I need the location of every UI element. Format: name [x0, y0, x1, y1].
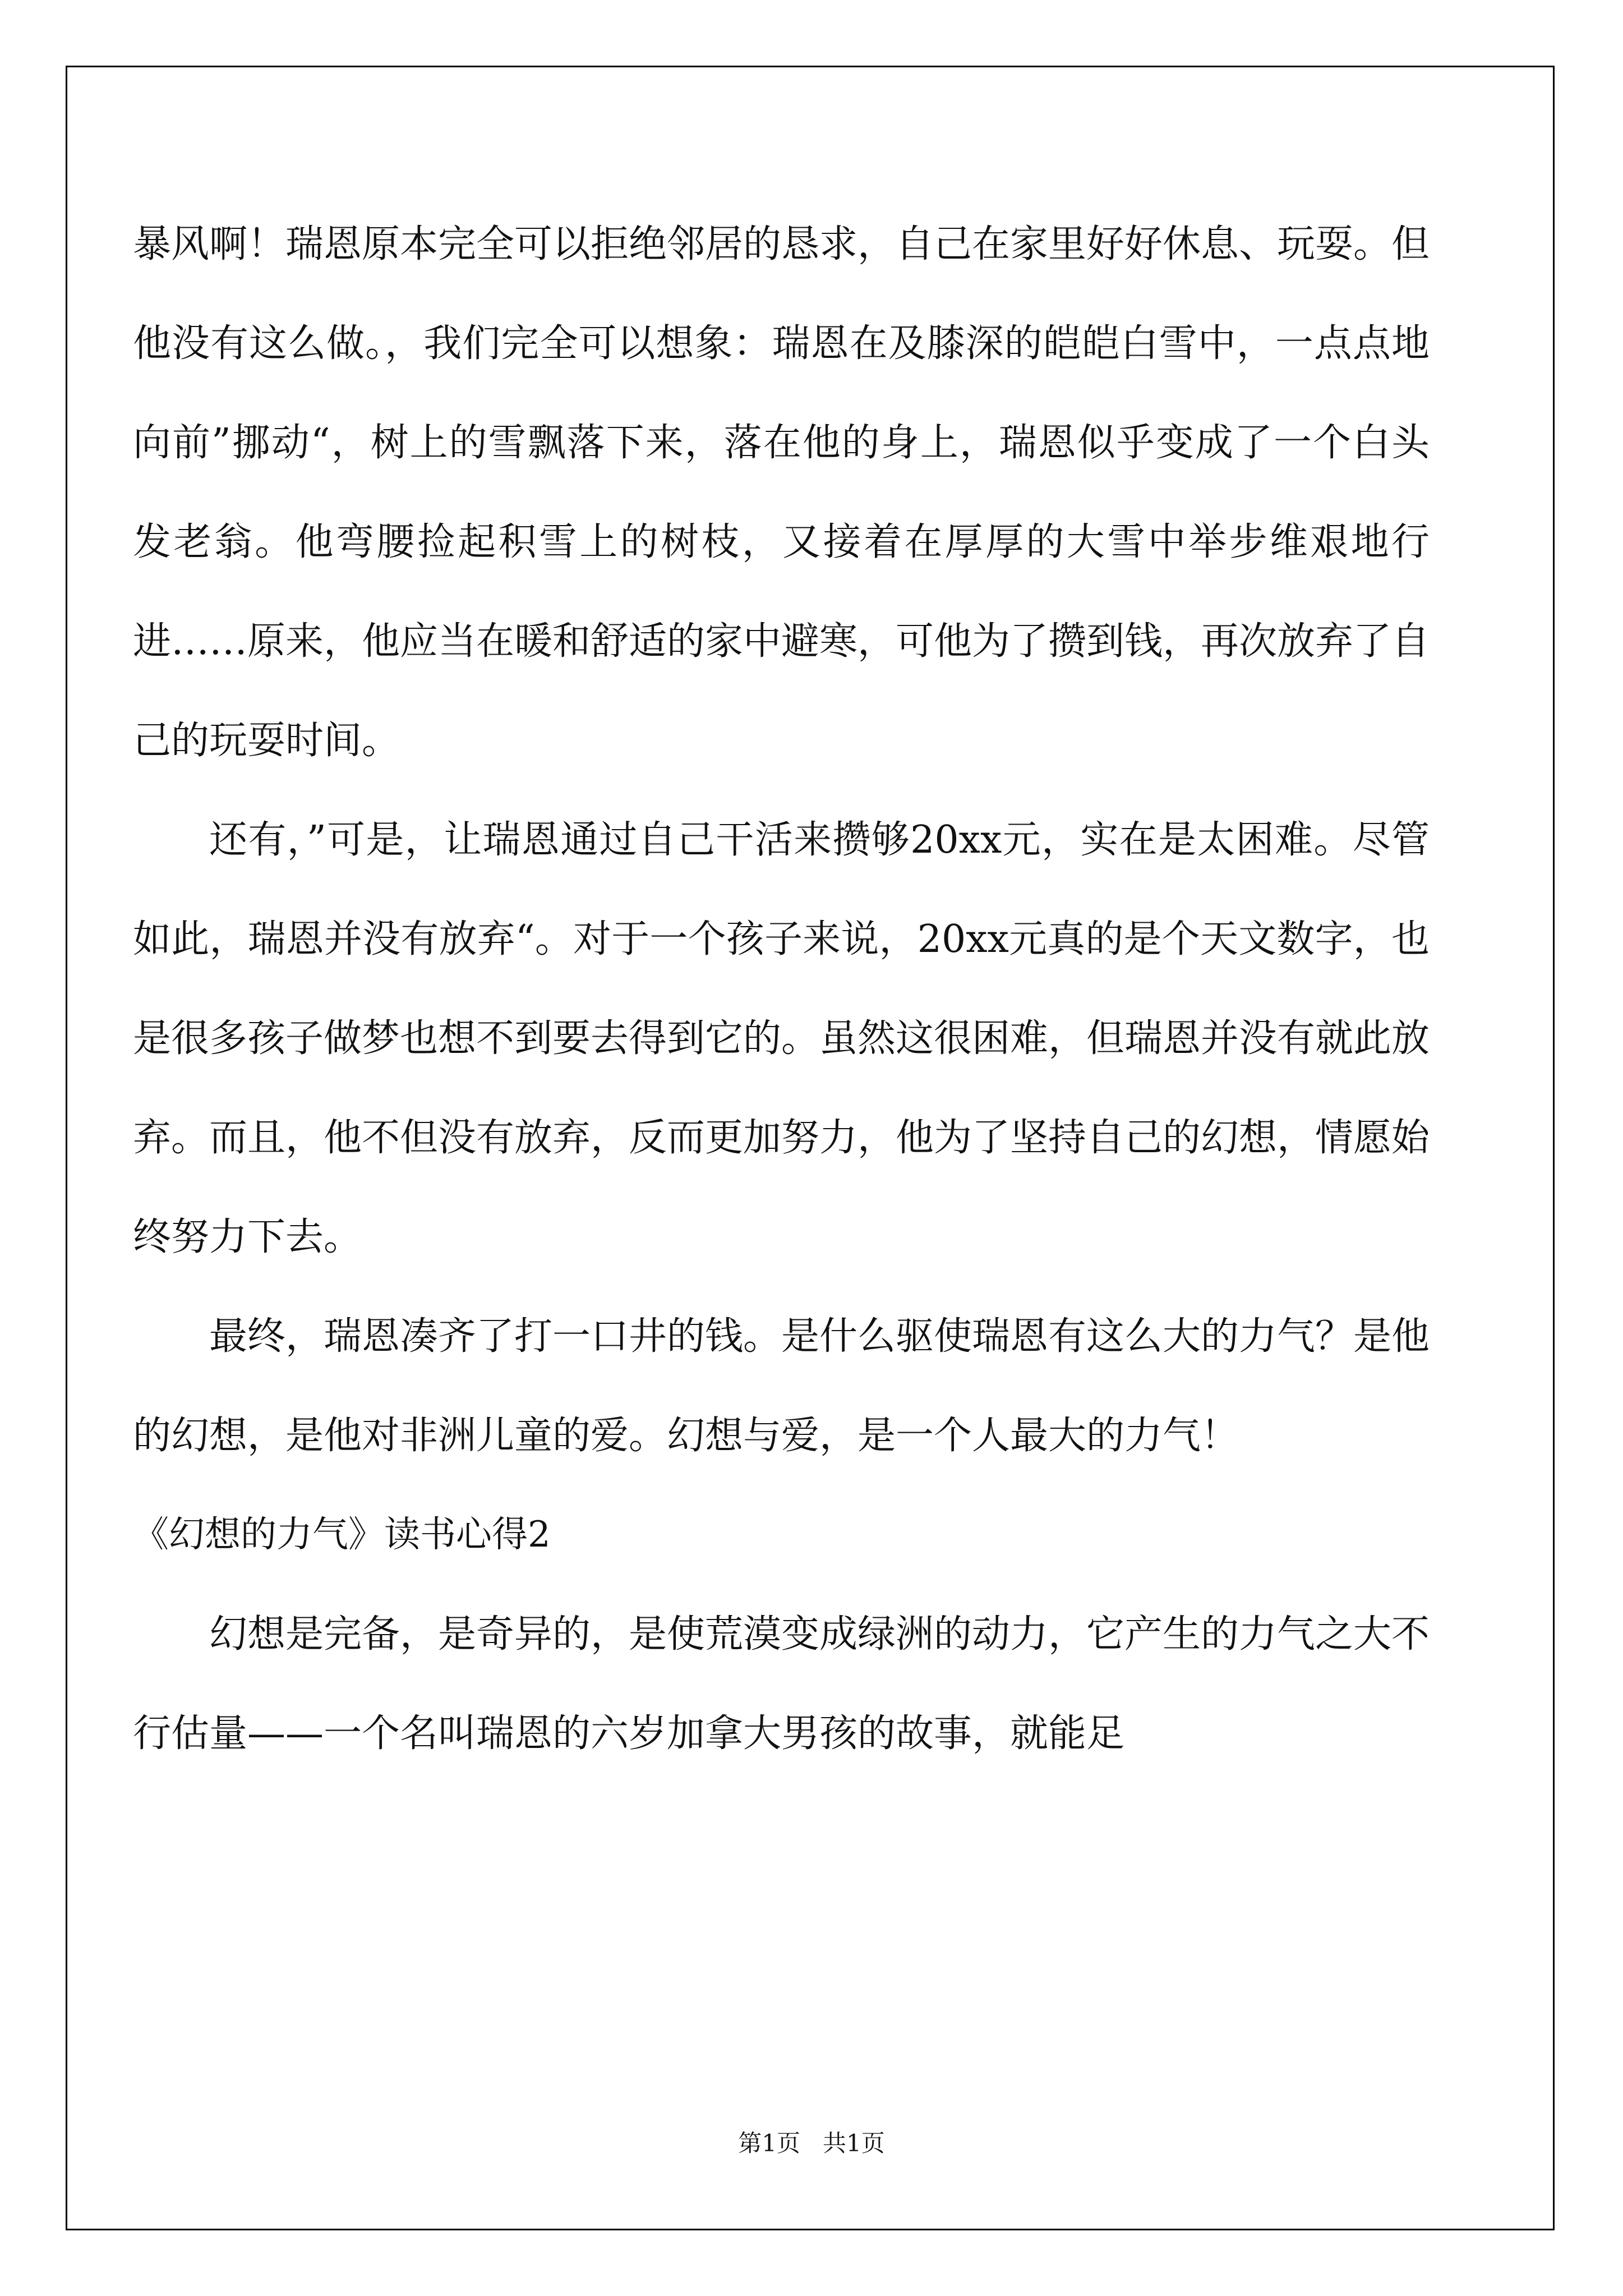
paragraph: 还有，”可是，让瑞恩通过自己干活来攒够20xx元，实在是太困难。尽管如此，瑞恩并没有放弃“。对于一个孩子来说，20xx元真的是个天文数字，也是很多孩子做梦也想不到要去得到它的。虽然这很困难，但瑞恩并没有就此放弃。而且，他不但没有放弃，反而更加努力，他为了坚持自己的幻想，情愿始终努力下去。	[133, 818, 1430, 1259]
paragraph: 幻想是完备，是奇异的，是使荒漠变成绿洲的动力，它产生的力气之大不行估量——一个名叫瑞恩的六岁加拿大男孩的故事，就能足	[133, 1612, 1430, 1756]
page-number-footer: 第1页 共1页	[738, 2129, 885, 2157]
document-body	[133, 195, 1430, 1783]
section-heading: 《幻想的力气》读书心得2	[133, 1514, 551, 1556]
paragraph: 暴风啊！瑞恩原本完全可以拒绝邻居的恳求，自己在家里好好休息、玩耍。但他没有这么做。，我们完全可以想象：瑞恩在及膝深的皑皑白雪中，一点点地向前”挪动“，树上的雪飘落下来，落在他的身上，瑞恩似乎变成了一个白头发老翁。他弯腰捡起积雪上的树枝，又接着在厚厚的大雪中举步维艰地行进……原来，他应当在暖和舒适的家中避寒，可他为了攒到钱，再次放弃了自己的玩耍时间。	[133, 222, 1430, 763]
paragraph: 最终，瑞恩凑齐了打一口井的钱。是什么驱使瑞恩有这么大的力气？是他的幻想，是他对非洲儿童的爱。幻想与爱，是一个人最大的力气！	[133, 1314, 1430, 1458]
